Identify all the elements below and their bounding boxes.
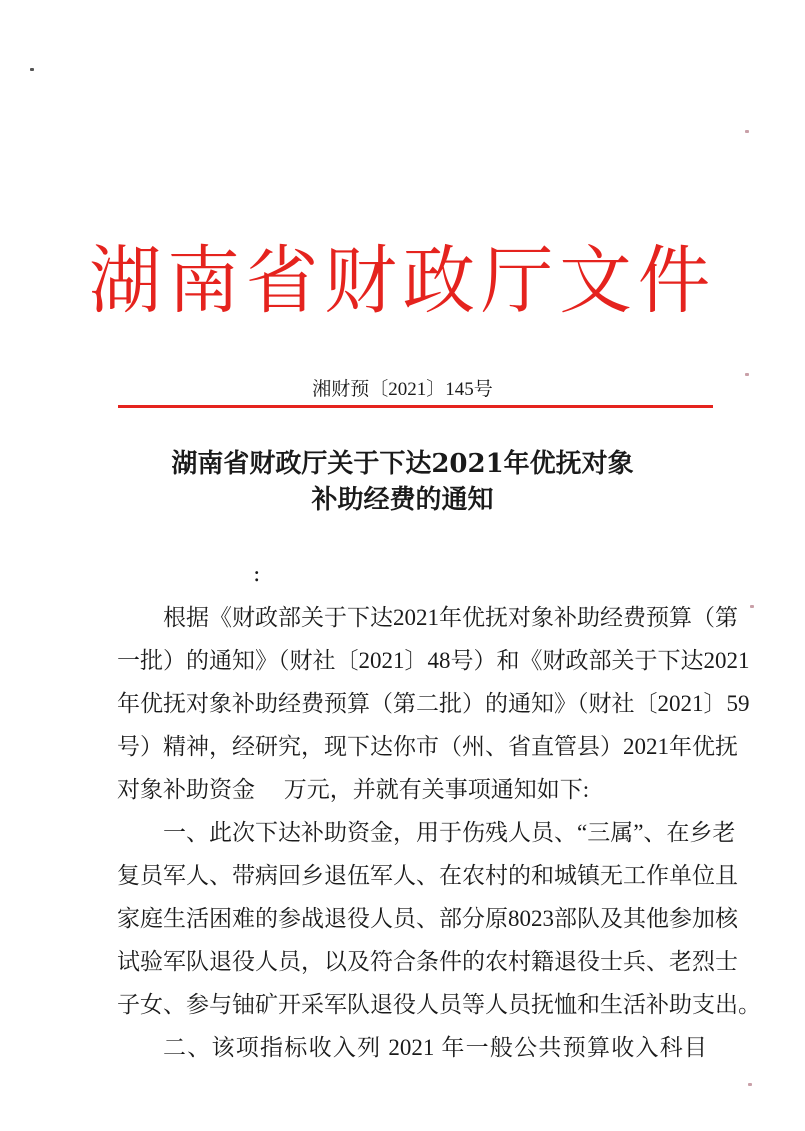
title-line: 补助经费的通知 bbox=[311, 485, 494, 515]
paragraph bbox=[117, 1026, 707, 1069]
document-title bbox=[0, 446, 805, 518]
text-line: 根据《财政部关于下达2021年优抚对象补助经费预算（第 bbox=[163, 605, 738, 630]
text-line: 家庭生活困难的参战退役人员、部分原8023部队及其他参加核 bbox=[117, 906, 738, 931]
title-line: 湖南省财政厅关于下达2021年优抚对象 bbox=[171, 449, 634, 479]
text-line: 复员军人、带病回乡退伍军人、在农村的和城镇无工作单位且 bbox=[117, 863, 738, 888]
paragraph bbox=[117, 596, 750, 811]
salutation: : bbox=[253, 562, 261, 587]
scan-speck bbox=[30, 68, 34, 71]
scan-speck bbox=[745, 130, 749, 133]
text-line: 一批）的通知》（财社〔2021〕48号）和《财政部关于下达2021 bbox=[117, 648, 750, 673]
text-line: 二、该项指标收入列 2021 年一般公共预算收入科目 bbox=[163, 1035, 707, 1060]
scan-speck bbox=[745, 373, 749, 376]
document-number: 湘财预〔2021〕145号 bbox=[312, 379, 493, 400]
scan-speck bbox=[748, 1083, 752, 1086]
scan-speck bbox=[750, 605, 754, 608]
text-line: 试验军队退役人员，以及符合条件的农村籍退役士兵、老烈士 bbox=[117, 949, 738, 974]
red-divider bbox=[118, 405, 713, 408]
text-line: 一、此次下达补助资金，用于伤残人员、“三属”、在乡老 bbox=[163, 820, 736, 845]
document-body bbox=[117, 596, 761, 1069]
text-line: 对象补助资金 万元，并就有关事项通知如下: bbox=[117, 777, 590, 802]
text-line: 年优抚对象补助经费预算（第二批）的通知》（财社〔2021〕59 bbox=[117, 691, 750, 716]
text-line: 子女、参与铀矿开采军队退役人员等人员抚恤和生活补助支出。 bbox=[117, 992, 761, 1017]
masthead-title: 湖南省财政厅文件 bbox=[88, 238, 717, 324]
paragraph bbox=[117, 811, 761, 1026]
text-line: 号）精神，经研究，现下达你市（州、省直管县）2021年优抚 bbox=[117, 734, 738, 759]
